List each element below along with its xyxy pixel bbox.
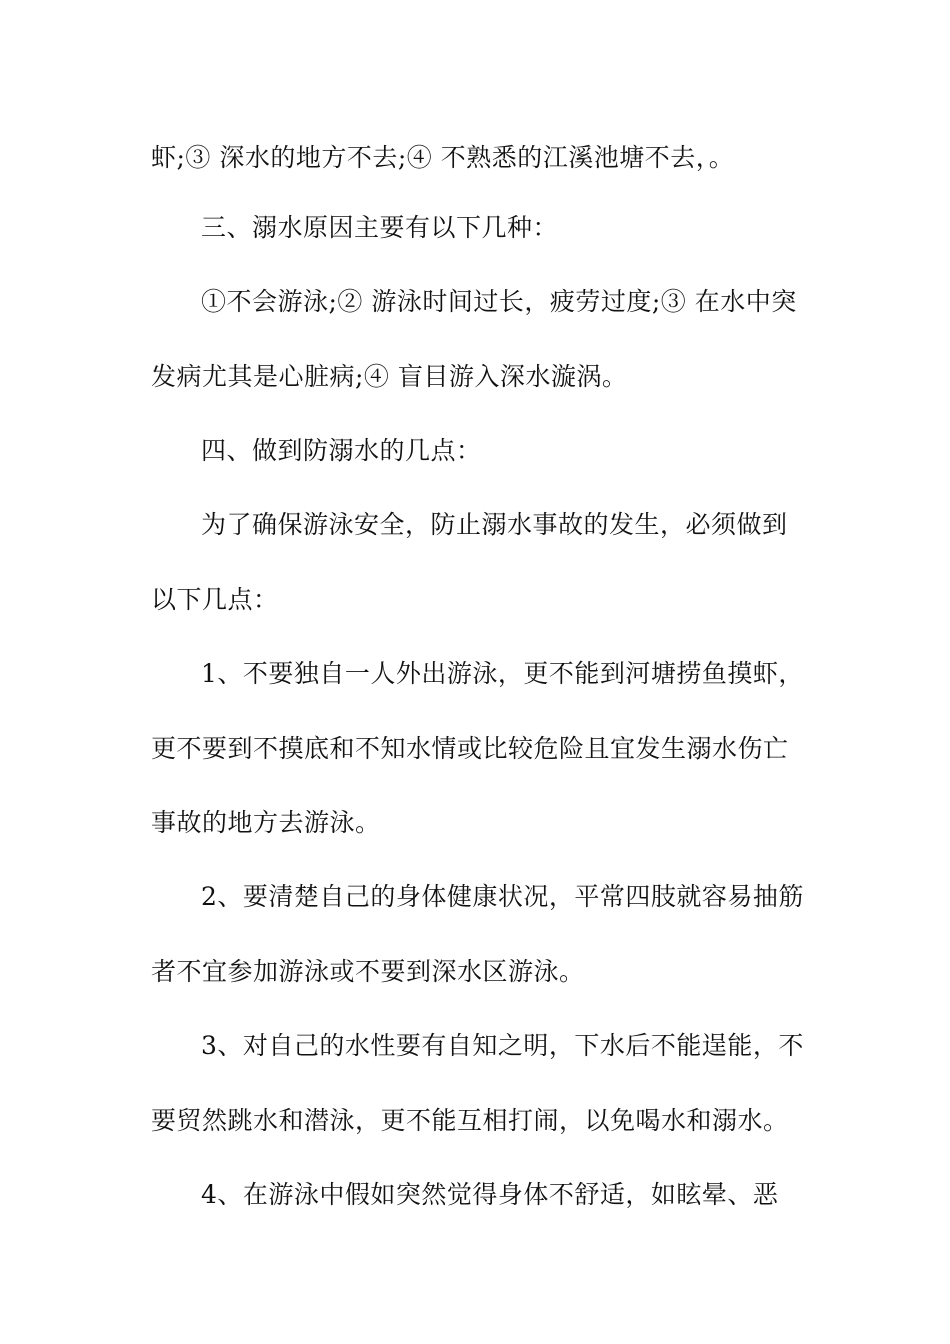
text-line-9: 更不要到不摸底和不知水情或比较危险且宜发生溺水伤亡 (151, 734, 789, 763)
text-line-4: 发病尤其是心脏病;④ 盲目游入深水漩涡。 (151, 362, 628, 391)
text-line-10: 事故的地方去游泳。 (151, 808, 381, 837)
text-line-13: 3、对自己的水性要有自知之明，下水后不能逞能，不 (201, 1031, 804, 1060)
text-line-12: 者不宜参加游泳或不要到深水区游泳。 (151, 957, 585, 986)
text-line-8: 1、不要独自一人外出游泳，更不能到河塘捞鱼摸虾， (201, 659, 804, 688)
text-line-3: ①不会游泳;② 游泳时间过长，疲劳过度;③ 在水中突 (201, 287, 797, 316)
text-line-14: 要贸然跳水和潜泳，更不能互相打闹，以免喝水和溺水。 (151, 1106, 789, 1135)
text-line-6: 为了确保游泳安全，防止溺水事故的发生，必须做到 (201, 510, 788, 539)
text-line-7: 以下几点： (151, 585, 279, 614)
text-line-11: 2、要清楚自己的身体健康状况，平常四肢就容易抽筋 (201, 882, 804, 911)
section-heading-3: 三、溺水原因主要有以下几种： (201, 213, 559, 242)
text-line-15: 4、在游泳中假如突然觉得身体不舒适，如眩晕、恶 (201, 1180, 779, 1209)
text-line-1: 虾;③ 深水的地方不去;④ 不熟悉的江溪池塘不去，。 (151, 143, 735, 172)
section-heading-4: 四、做到防溺水的几点： (201, 436, 482, 465)
